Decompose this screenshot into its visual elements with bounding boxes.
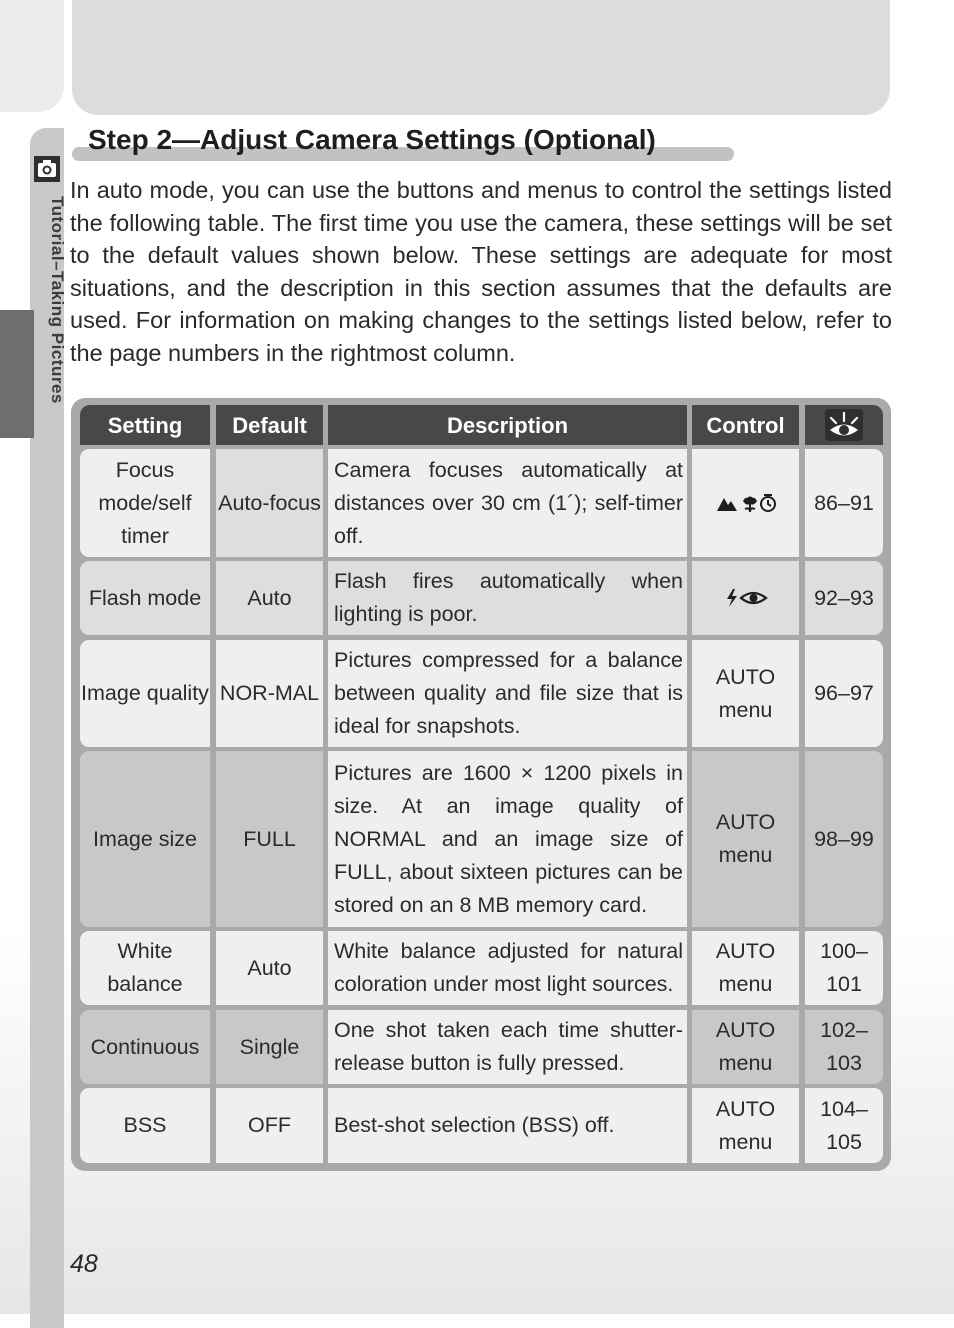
table-row-2-pages: 92–93 bbox=[805, 561, 883, 635]
table-row-3-description: Pictures compressed for a balance between quality and file size that is ideal for snapshots. bbox=[328, 640, 687, 747]
table-row-2-default: Auto bbox=[216, 561, 323, 635]
header-description: Description bbox=[328, 405, 687, 445]
table-row-2-control bbox=[692, 561, 799, 635]
top-header-panel bbox=[72, 0, 890, 115]
page-number: 48 bbox=[70, 1250, 98, 1278]
table-row-6-default: Single bbox=[216, 1010, 323, 1084]
table-row-1-default: Auto-focus bbox=[216, 449, 323, 557]
table-row-1-pages: 86–91 bbox=[805, 449, 883, 557]
table-row-7-default: OFF bbox=[216, 1088, 323, 1163]
table-row-7-description: Best-shot selection (BSS) off. bbox=[328, 1088, 687, 1163]
header-setting: Setting bbox=[80, 405, 210, 445]
table-row-5-description: White balance adjusted for natural coloration under most light sources. bbox=[328, 931, 687, 1005]
table-row-6-pages: 102–103 bbox=[805, 1010, 883, 1084]
left-top-strip bbox=[0, 0, 64, 112]
flash-red-eye-icons bbox=[724, 587, 768, 609]
table-row-5-setting: White balance bbox=[80, 931, 210, 1005]
section-side-label: Tutorial–Taking Pictures bbox=[48, 196, 67, 404]
table-row-6-setting: Continuous bbox=[80, 1010, 210, 1084]
table-row-6-description: One shot taken each time shutter-release button is fully pressed. bbox=[328, 1010, 687, 1084]
header-control: Control bbox=[692, 405, 799, 445]
table-row-5-control: AUTO menu bbox=[692, 931, 799, 1005]
table-row-2-setting: Flash mode bbox=[80, 561, 210, 635]
header-pages bbox=[805, 405, 883, 445]
table-row-2-description: Flash fires automatically when lighting is poor. bbox=[328, 561, 687, 635]
table-row-3-default: NOR-MAL bbox=[216, 640, 323, 747]
table-row-3-pages: 96–97 bbox=[805, 640, 883, 747]
table-row-5-pages: 100–101 bbox=[805, 931, 883, 1005]
table-row-4-pages: 98–99 bbox=[805, 751, 883, 927]
table-row-4-control: AUTO menu bbox=[692, 751, 799, 927]
table-row-4-description: Pictures are 1600 × 1200 pixels in size. At an image quality of NORMAL and an image size of FULL, about sixteen pictures can be stored on an 8 MB memory card. bbox=[328, 751, 687, 927]
table-row-7-setting: BSS bbox=[80, 1088, 210, 1163]
table-row-4-default: FULL bbox=[216, 751, 323, 927]
header-default: Default bbox=[216, 405, 323, 445]
table-row-3-control: AUTO menu bbox=[692, 640, 799, 747]
table-row-5-default: Auto bbox=[216, 931, 323, 1005]
focus-mode-self-timer-icons bbox=[715, 492, 777, 514]
table-row-4-setting: Image size bbox=[80, 751, 210, 927]
table-row-6-control: AUTO menu bbox=[692, 1010, 799, 1084]
table-row-3-setting: Image quality bbox=[80, 640, 210, 747]
side-tab-marker bbox=[0, 310, 34, 438]
table-row-7-pages: 104–105 bbox=[805, 1088, 883, 1163]
intro-paragraph: In auto mode, you can use the buttons and menus to control the settings listed the following table. The first time you use the camera, these settings will be set to the default values shown below. These settings are adequate for most situations, and the description in this section assumes that the defaults are used. For information on making changes to the settings listed below, refer to the page numbers in the rightmost column. bbox=[70, 177, 892, 366]
table-row-1-description: Camera focuses automatically at distances over 30 cm (1´); self-timer off. bbox=[328, 449, 687, 557]
table-row-1-setting: Focus mode/self timer bbox=[80, 449, 210, 557]
reference-eye-icon bbox=[825, 409, 863, 441]
page-heading: Step 2—Adjust Camera Settings (Optional) bbox=[88, 124, 656, 155]
table-row-7-control: AUTO menu bbox=[692, 1088, 799, 1163]
camera-icon bbox=[34, 156, 60, 182]
table-row-1-control bbox=[692, 449, 799, 557]
